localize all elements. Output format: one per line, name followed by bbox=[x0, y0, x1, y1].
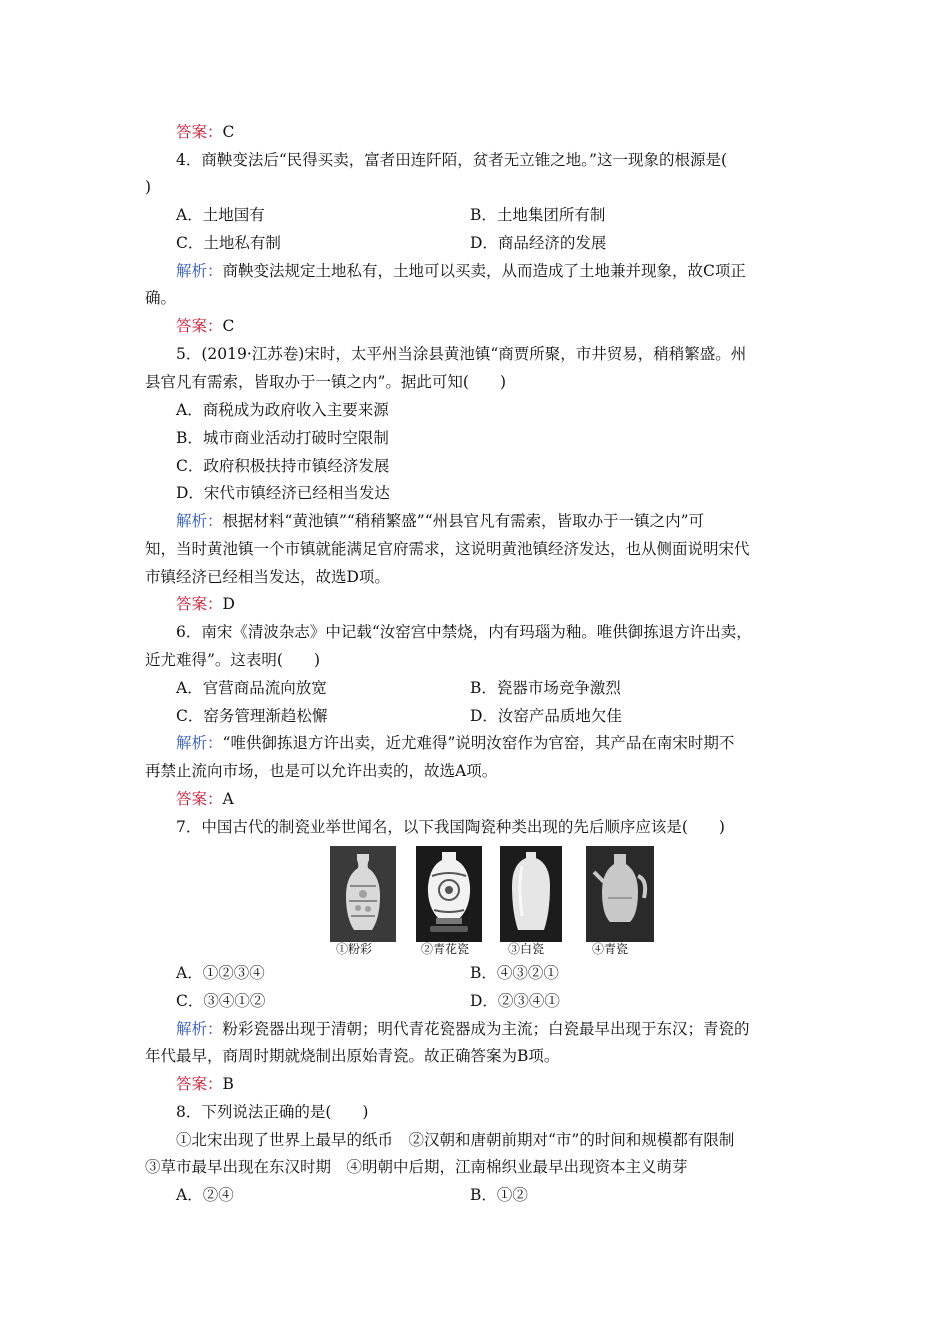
figure-caption: ④青瓷 bbox=[592, 942, 629, 956]
question-7-stem: 7．中国古代的制瓷业举世闻名，以下我国陶瓷种类出现的先后顺序应该是( ) bbox=[176, 818, 725, 836]
option-a: A．土地国有 bbox=[176, 206, 265, 224]
option-a: A．商税成为政府收入主要来源 bbox=[176, 401, 389, 419]
question-5-stem: 5．(2019·江苏卷)宋时，太平州当涂县黄池镇“商贾所聚，市井贸易，稍稍繁盛。州 bbox=[176, 345, 747, 363]
answer-line: 答案：D bbox=[176, 595, 235, 613]
option-b: B．瓷器市场竞争激烈 bbox=[470, 679, 621, 697]
figure-caption: ①粉彩 bbox=[336, 942, 373, 956]
option-b: B．④③②① bbox=[470, 964, 559, 982]
analysis-line: 解析：“唯供御拣退方许出卖，近尤难得”说明汝窑作为官窑，其产品在南宋时期不 bbox=[176, 734, 735, 752]
answer-line: 答案：A bbox=[176, 790, 234, 808]
option-d: D．宋代市镇经济已经相当发达 bbox=[176, 484, 390, 502]
white-porcelain-vase-image bbox=[500, 846, 562, 942]
analysis-cont: 再禁止流向市场，也是可以允许出卖的，故选A项。 bbox=[145, 762, 498, 780]
option-a: A．②④ bbox=[176, 1186, 234, 1204]
option-c: C．窑务管理渐趋松懈 bbox=[176, 707, 328, 725]
option-a: A．官营商品流向放宽 bbox=[176, 679, 327, 697]
question-8-stem: 8．下列说法正确的是( ) bbox=[176, 1103, 369, 1121]
answer-line: 答案：B bbox=[176, 1075, 234, 1093]
option-b: B．土地集团所有制 bbox=[470, 206, 606, 224]
analysis-cont: 确。 bbox=[145, 289, 177, 307]
question-4-stem: 4．商鞅变法后“民得买卖，富者田连阡陌，贫者无立锥之地。”这一现象的根源是( bbox=[176, 151, 728, 169]
option-b: B．①② bbox=[470, 1186, 528, 1204]
option-c: C．土地私有制 bbox=[176, 234, 281, 252]
answer-line: 答案：C bbox=[176, 123, 235, 141]
answer-line: 答案：C bbox=[176, 317, 235, 335]
option-c: C．③④①② bbox=[176, 992, 266, 1010]
question-5-stem-cont: 县官凡有需索，皆取办于一镇之内”。据此可知( ) bbox=[145, 373, 507, 391]
analysis-line: 解析：粉彩瓷器出现于清朝；明代青花瓷器成为主流；白瓷最早出现于东汉；青瓷的 bbox=[176, 1020, 750, 1038]
analysis-line: 解析：商鞅变法规定土地私有，土地可以买卖，从而造成了土地兼并现象，故C项正 bbox=[176, 262, 746, 280]
celadon-ewer-image bbox=[586, 846, 654, 942]
option-d: D．商品经济的发展 bbox=[470, 234, 607, 252]
question-6-stem: 6．南宋《清波杂志》中记载“汝窑宫中禁烧，内有玛瑙为釉。唯供御拣退方许出卖， bbox=[176, 623, 752, 641]
analysis-line: 解析：根据材料“黄池镇”“稍稍繁盛”“州县官凡有需索，皆取办于一镇之内”可 bbox=[176, 512, 705, 530]
figure-caption: ②青花瓷 bbox=[421, 942, 470, 956]
famille-rose-vase-image bbox=[330, 846, 396, 942]
option-b: B．城市商业活动打破时空限制 bbox=[176, 429, 389, 447]
blue-and-white-vase-image bbox=[416, 846, 482, 942]
option-a: A．①②③④ bbox=[176, 964, 265, 982]
statement-line: ③草市最早出现在东汉时期 ④明朝中后期，江南棉织业最早出现资本主义萌芽 bbox=[145, 1158, 688, 1176]
statement-line: ①北宋出现了世界上最早的纸币 ②汉朝和唐朝前期对“市”的时间和规模都有限制 bbox=[176, 1131, 735, 1149]
analysis-cont: 市镇经济已经相当发达，故选D项。 bbox=[145, 568, 390, 586]
analysis-cont: 年代最早，商周时期就烧制出原始青瓷。故正确答案为B项。 bbox=[145, 1047, 560, 1065]
option-d: D．②③④① bbox=[470, 992, 560, 1010]
option-c: C．政府积极扶持市镇经济发展 bbox=[176, 457, 390, 475]
figure-caption: ③白瓷 bbox=[508, 942, 545, 956]
question-4-stem-cont: ) bbox=[145, 178, 152, 196]
porcelain-figure bbox=[330, 846, 660, 956]
option-d: D．汝窑产品质地欠佳 bbox=[470, 707, 622, 725]
analysis-cont: 知，当时黄池镇一个市镇就能满足官府需求，这说明黄池镇经济发达，也从侧面说明宋代 bbox=[145, 540, 750, 558]
question-6-stem-cont: 近尤难得”。这表明( ) bbox=[145, 651, 321, 669]
